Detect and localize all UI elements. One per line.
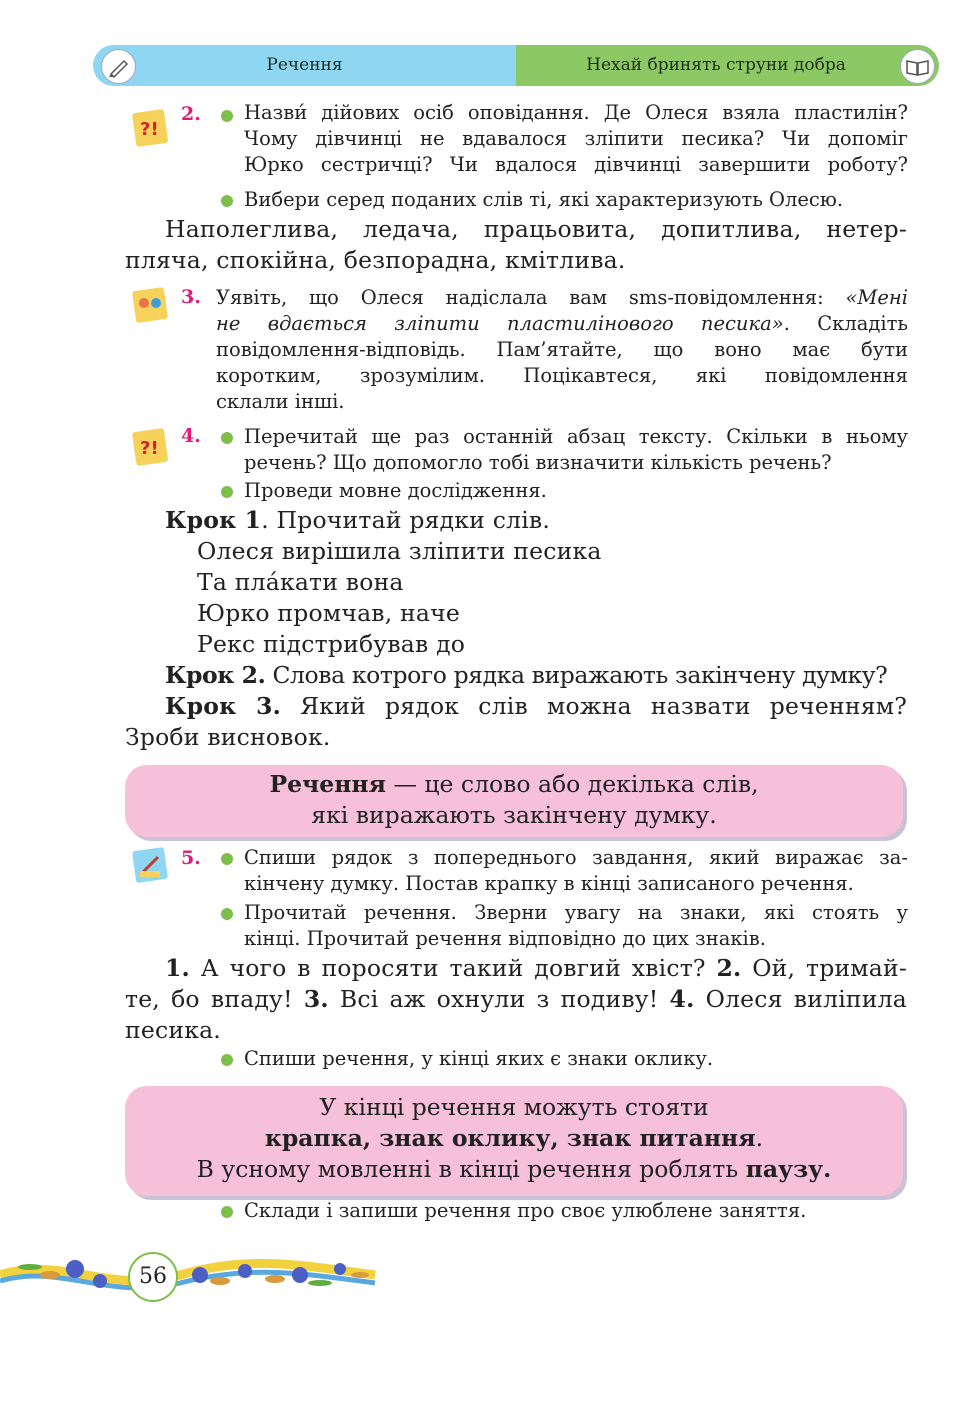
word-line: Юрко промчав, наче (197, 599, 460, 627)
rule-text: — це слово або декілька слів, (385, 770, 759, 798)
sentence-number: 3. (303, 985, 329, 1013)
page-header (93, 45, 939, 86)
task-2-word-list (125, 214, 907, 276)
task-5-instruction-1 (244, 845, 908, 897)
rule-box-sentence-definition (125, 765, 903, 837)
task-5-sentences (125, 953, 907, 1046)
sentence-text: Ой, тримай- (741, 954, 908, 982)
word-lines (197, 536, 897, 660)
bullet-dot (221, 486, 233, 498)
bullet-dot (221, 432, 233, 444)
text-line (125, 953, 907, 984)
task-5-instruction-2 (244, 900, 908, 952)
text-line: кінці. Прочитай речення відповідно до цих знаків. (244, 927, 766, 950)
floral-ribbon-decoration (0, 1245, 380, 1305)
text-line (125, 984, 907, 1015)
text-line: Спиши рядок з попереднього завдання, який виражає за- (244, 846, 908, 869)
pen-icon (101, 49, 136, 84)
sentence-number: 4. (669, 985, 695, 1013)
task-2-instruction: Вибери серед поданих слів ті, які характеризують Олесю. (244, 188, 844, 211)
final-instruction: Склади і запиши речення про своє улюблене заняття. (244, 1199, 807, 1222)
task-question-icon (128, 105, 172, 149)
task-4-questions (244, 424, 908, 476)
rule-line: які виражають закінчену думку. (311, 801, 717, 829)
task-question-icon (128, 424, 172, 468)
text-line: кінчену думку. Постав крапку в кінці записаного речення. (244, 872, 854, 895)
word-line: Рекс підстрибував до (197, 630, 466, 658)
text-line: Прочитай речення. Зверни увагу на знаки, які стоять у (244, 901, 908, 924)
sentence-number: 2. (716, 954, 742, 982)
bullet-dot (221, 908, 233, 920)
rule-line (125, 1154, 903, 1185)
header-left-title: Речення (266, 55, 343, 75)
word-line: Та пла́кати вона (197, 568, 404, 596)
step-label: Крок 1 (165, 506, 262, 534)
rule-term: паузу. (745, 1155, 832, 1183)
text-line: Зроби висновок. (125, 723, 331, 751)
step-label: Крок 2. (165, 661, 266, 689)
text-line (125, 691, 907, 722)
bullet-dot (221, 1206, 233, 1218)
text-line: коротким, зрозумілим. Поцікавтеся, які повідомлення (216, 364, 908, 387)
rule-line (125, 769, 903, 800)
header-left-section (93, 45, 516, 86)
rule-line (125, 1123, 903, 1154)
svg-text:?!: ?! (140, 119, 159, 140)
rule-text: . (755, 1124, 764, 1152)
step-1 (165, 505, 907, 536)
header-right-title: Нехай бринять струни добра (586, 55, 846, 75)
sms-quote: «Мені (845, 286, 908, 309)
sentence-number: 1. (165, 954, 190, 982)
step-text: Який рядок слів можна назвати реченням? (281, 692, 907, 720)
bullet-dot (221, 110, 233, 122)
task-5-number: 5. (181, 847, 201, 869)
rule-line: У кінці речення можуть стояти (319, 1093, 709, 1121)
task-group-icon (128, 283, 172, 327)
text-line: речень? Що допомогло тобі визначити кількість речень? (244, 451, 832, 474)
step-2 (165, 660, 907, 691)
rule-box-sentence-endings (125, 1086, 903, 1196)
step-text: . Прочитай рядки слів. (261, 506, 551, 534)
text-line: Назви́ дійових осіб оповідання. Де Олеся взяла пластилін? (244, 101, 908, 124)
text-line (216, 285, 908, 311)
step-text: Слова котрого рядка виражають закінчену думку? (265, 661, 888, 689)
sentence-text: те, бо впаду! (125, 985, 304, 1013)
text-line: песика. (125, 1016, 221, 1044)
text-line: Перечитай ще раз останній абзац тексту. Скільки в ньому (244, 425, 908, 448)
text-line: Чому дівчинці не вдавалося зліпити песика? Чи допоміг (244, 127, 908, 150)
rule-term: крапка, знак оклику, знак питання (264, 1124, 756, 1152)
text-line: Юрко сестричці? Чи вдалося дівчинці завершити роботу? (244, 153, 908, 176)
task-4-number: 4. (181, 425, 201, 447)
text-line: Наполеглива, ледача, працьовита, допитлива, нетер- (165, 215, 907, 243)
svg-text:?!: ?! (140, 438, 159, 459)
bullet-dot (221, 1054, 233, 1066)
task-4-instruction: Проведи мовне дослідження. (244, 479, 547, 502)
text-line: повідомлення-відповідь. Пам’ятайте, що воно має бути (216, 338, 908, 361)
text-line: склали інші. (216, 390, 345, 413)
task-write-icon (128, 843, 172, 887)
text-span: Уявіть, що Олеся надіслала вам sms-повідомлення: (216, 286, 846, 309)
rule-term: Речення (269, 770, 386, 798)
text-line: пляча, спокійна, безпорадна, кмітлива. (125, 246, 626, 274)
word-line: Олеся вирішила зліпити песика (197, 537, 602, 565)
task-3-number: 3. (181, 286, 201, 308)
header-right-section (516, 45, 939, 86)
sentence-text: Олеся виліпила (694, 985, 907, 1013)
step-3 (125, 691, 907, 753)
page-number: 56 (128, 1252, 178, 1302)
book-icon (900, 49, 935, 84)
rule-text: В усному мовленні в кінці речення роблять (196, 1155, 746, 1183)
task-5-instruction-3: Спиши речення, у кінці яких є знаки оклику. (244, 1047, 714, 1070)
task-2-questions (244, 100, 908, 178)
step-label: Крок 3. (165, 692, 282, 720)
sms-quote: не вдається зліпити пластилінового песика» (216, 312, 784, 335)
text-line (216, 311, 908, 337)
text-span: . Складіть (783, 312, 908, 335)
task-3-text (216, 285, 908, 415)
bullet-dot (221, 195, 233, 207)
sentence-text: А чого в поросяти такий довгий хвіст? (189, 954, 717, 982)
task-2-number: 2. (181, 103, 201, 125)
sentence-text: Всі аж охнули з подиву! (328, 985, 670, 1013)
bullet-dot (221, 853, 233, 865)
